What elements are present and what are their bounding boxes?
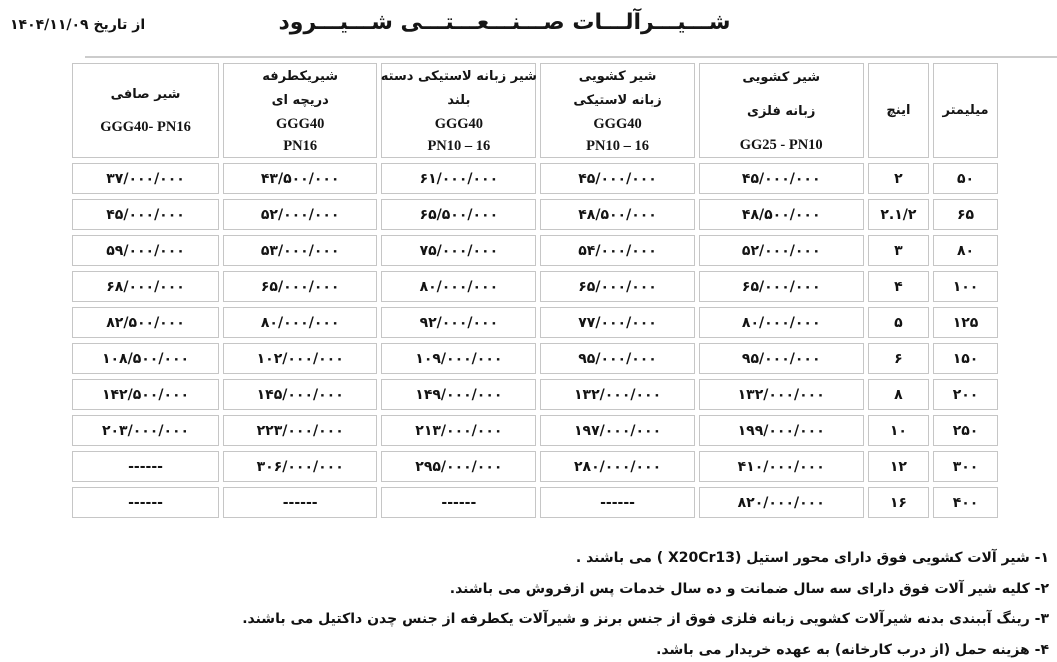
- price-cell: ۷۵/۰۰۰/۰۰۰: [381, 235, 536, 266]
- price-cell: ۱۰۹/۰۰۰/۰۰۰: [381, 343, 536, 374]
- price-cell: ۶۵/۵۰۰/۰۰۰: [381, 199, 536, 230]
- price-cell: ۶۸/۰۰۰/۰۰۰: [72, 271, 219, 302]
- column-header-rubber-wedge-long-handle: [381, 63, 536, 158]
- column-header-content: [870, 66, 927, 155]
- table-row: [72, 307, 998, 338]
- price-cell: ۴۱۰/۰۰۰/۰۰۰: [699, 451, 864, 482]
- price-cell: ۴۵/۰۰۰/۰۰۰: [540, 163, 694, 194]
- inch-cell: ۵: [868, 307, 929, 338]
- mm-cell: ۱۲۵: [933, 307, 998, 338]
- price-cell: ۳۰۶/۰۰۰/۰۰۰: [223, 451, 377, 482]
- inch-cell: ۱۶: [868, 487, 929, 518]
- column-header-line: PN16: [283, 137, 318, 154]
- price-cell: ۲۹۵/۰۰۰/۰۰۰: [381, 451, 536, 482]
- inch-cell: ۳: [868, 235, 929, 266]
- price-table-container: [68, 58, 1002, 523]
- price-cell: ۱۹۷/۰۰۰/۰۰۰: [540, 415, 694, 446]
- inch-cell: ۱۰: [868, 415, 929, 446]
- price-cell: ۴۳/۵۰۰/۰۰۰: [223, 163, 377, 194]
- column-header-line: GGG40- PN16: [100, 119, 191, 135]
- inch-cell: ۸: [868, 379, 929, 410]
- price-cell: ------: [223, 487, 377, 518]
- price-cell: ۸۲/۵۰۰/۰۰۰: [72, 307, 219, 338]
- price-cell: ۴۵/۰۰۰/۰۰۰: [699, 163, 864, 194]
- price-cell: ۵۴/۰۰۰/۰۰۰: [540, 235, 694, 266]
- mm-cell: ۶۵: [933, 199, 998, 230]
- price-cell: ۴۸/۵۰۰/۰۰۰: [699, 199, 864, 230]
- column-header-millimeter: [933, 63, 998, 158]
- note-3: ۳- رینگ آببندی بدنه شیرآلات کشویی زبانه فلزی فوق از جنس برنز و شیرآلات یکطرفه از جنس چدن داکتیل می باشند.: [242, 611, 1049, 627]
- price-cell: ۶۵/۰۰۰/۰۰۰: [699, 271, 864, 302]
- mm-cell: ۱۰۰: [933, 271, 998, 302]
- price-cell: ۱۹۹/۰۰۰/۰۰۰: [699, 415, 864, 446]
- price-cell: ۸۰/۰۰۰/۰۰۰: [381, 271, 536, 302]
- table-row: [72, 343, 998, 374]
- price-cell: ۱۳۲/۰۰۰/۰۰۰: [540, 379, 694, 410]
- price-cell: ۱۴۲/۵۰۰/۰۰۰: [72, 379, 219, 410]
- date-label: از تاریخ ۱۴۰۴/۱۱/۰۹: [10, 17, 146, 33]
- inch-cell: ۴: [868, 271, 929, 302]
- price-cell: ۶۵/۰۰۰/۰۰۰: [540, 271, 694, 302]
- page-title: شـــیـــرآلـــات صـــنـــعـــتـــی شـــیـــرود: [278, 10, 731, 35]
- table-row: [72, 379, 998, 410]
- price-table: [68, 58, 1002, 523]
- column-header-content: [74, 66, 217, 155]
- column-header-line: شیر زبانه لاستیکی دسته: [380, 68, 537, 84]
- note-4: ۴- هزینه حمل (از درب کارخانه) به عهده خریدار می باشد.: [656, 641, 1049, 658]
- table-row: [72, 163, 998, 194]
- column-header-line: بلند: [447, 92, 471, 108]
- mm-cell: ۴۰۰: [933, 487, 998, 518]
- price-cell: ۵۳/۰۰۰/۰۰۰: [223, 235, 377, 266]
- column-header-line: زبانه لاستیکی: [573, 92, 662, 108]
- column-header-strainer-valve: [72, 63, 219, 158]
- price-cell: ۵۹/۰۰۰/۰۰۰: [72, 235, 219, 266]
- table-row: [72, 271, 998, 302]
- column-header-line: PN10 – 16: [427, 137, 491, 154]
- mm-cell: ۱۵۰: [933, 343, 998, 374]
- price-cell: ۸۰/۰۰۰/۰۰۰: [223, 307, 377, 338]
- table-row: [72, 235, 998, 266]
- price-cell: ------: [381, 487, 536, 518]
- price-cell: ۳۷/۰۰۰/۰۰۰: [72, 163, 219, 194]
- table-row: [72, 487, 998, 518]
- inch-cell: ۱۲: [868, 451, 929, 482]
- column-header-line: GGG40: [434, 115, 484, 132]
- column-header-line: شیر کشویی: [742, 69, 821, 85]
- column-header-line: شیر صافی: [110, 87, 181, 102]
- price-cell: ۹۲/۰۰۰/۰۰۰: [381, 307, 536, 338]
- mm-cell: ۵۰: [933, 163, 998, 194]
- price-cell: ۲۲۳/۰۰۰/۰۰۰: [223, 415, 377, 446]
- column-header-line: GGG40: [276, 115, 325, 132]
- table-row: [72, 415, 998, 446]
- column-header-gate-valve-rubber-wedge: [540, 63, 694, 158]
- column-header-line: میلیمتر: [942, 102, 989, 118]
- price-cell: ۸۲۰/۰۰۰/۰۰۰: [699, 487, 864, 518]
- column-header-line: شیر کشویی: [578, 68, 657, 84]
- inch-cell: ۶: [868, 343, 929, 374]
- note-1: ۱- شیر آلات کشویی فوق دارای محور استیل (X20Cr13 ) می باشند .: [575, 550, 1049, 566]
- price-cell: ۸۰/۰۰۰/۰۰۰: [699, 307, 864, 338]
- price-cell: ------: [72, 451, 219, 482]
- column-header-inch: [868, 63, 929, 158]
- note-2: ۲- کلیه شیر آلات فوق دارای سه سال ضمانت و ده سال خدمات پس ازفروش می باشند.: [449, 580, 1049, 597]
- column-header-content: [380, 66, 537, 155]
- column-header-check-valve-flap: [223, 63, 377, 158]
- price-cell: ۶۱/۰۰۰/۰۰۰: [381, 163, 536, 194]
- price-cell: ۴۵/۰۰۰/۰۰۰: [72, 199, 219, 230]
- table-row: [72, 199, 998, 230]
- price-cell: ۱۰۸/۵۰۰/۰۰۰: [72, 343, 219, 374]
- table-row: [72, 451, 998, 482]
- mm-cell: ۸۰: [933, 235, 998, 266]
- price-cell: ۹۵/۰۰۰/۰۰۰: [540, 343, 694, 374]
- price-cell: ------: [540, 487, 694, 518]
- price-cell: ۱۴۵/۰۰۰/۰۰۰: [223, 379, 377, 410]
- price-cell: ۲۱۳/۰۰۰/۰۰۰: [381, 415, 536, 446]
- price-cell: ۱۰۲/۰۰۰/۰۰۰: [223, 343, 377, 374]
- mm-cell: ۲۵۰: [933, 415, 998, 446]
- price-cell: ۲۰۳/۰۰۰/۰۰۰: [72, 415, 219, 446]
- inch-cell: ۲: [868, 163, 929, 194]
- column-header-line: شیریکطرفه: [262, 68, 339, 84]
- price-cell: ------: [72, 487, 219, 518]
- column-header-content: [935, 66, 996, 155]
- price-cell: ۱۴۹/۰۰۰/۰۰۰: [381, 379, 536, 410]
- price-cell: ۵۲/۰۰۰/۰۰۰: [223, 199, 377, 230]
- table-header-row: [72, 63, 998, 158]
- column-header-line: اینچ: [886, 102, 911, 118]
- mm-cell: ۲۰۰: [933, 379, 998, 410]
- notes-section: [0, 543, 1049, 662]
- price-cell: ۱۳۲/۰۰۰/۰۰۰: [699, 379, 864, 410]
- column-header-content: [701, 66, 862, 155]
- column-header-line: GGG40: [593, 115, 642, 132]
- mm-cell: ۳۰۰: [933, 451, 998, 482]
- price-cell: ۹۵/۰۰۰/۰۰۰: [699, 343, 864, 374]
- column-header-line: PN10 – 16: [586, 137, 649, 154]
- price-cell: ۵۲/۰۰۰/۰۰۰: [699, 235, 864, 266]
- inch-cell: ۲.۱/۲: [868, 199, 929, 230]
- column-header-line: زبانه فلزی: [747, 103, 816, 119]
- price-cell: ۷۷/۰۰۰/۰۰۰: [540, 307, 694, 338]
- price-cell: ۶۵/۰۰۰/۰۰۰: [223, 271, 377, 302]
- column-header-content: [225, 66, 375, 155]
- column-header-content: [542, 66, 692, 155]
- column-header-line: GG25 - PN10: [739, 136, 823, 153]
- column-header-gate-valve-metal-wedge: [699, 63, 864, 158]
- column-header-line: دریچه ای: [271, 92, 329, 108]
- price-cell: ۴۸/۵۰۰/۰۰۰: [540, 199, 694, 230]
- price-cell: ۲۸۰/۰۰۰/۰۰۰: [540, 451, 694, 482]
